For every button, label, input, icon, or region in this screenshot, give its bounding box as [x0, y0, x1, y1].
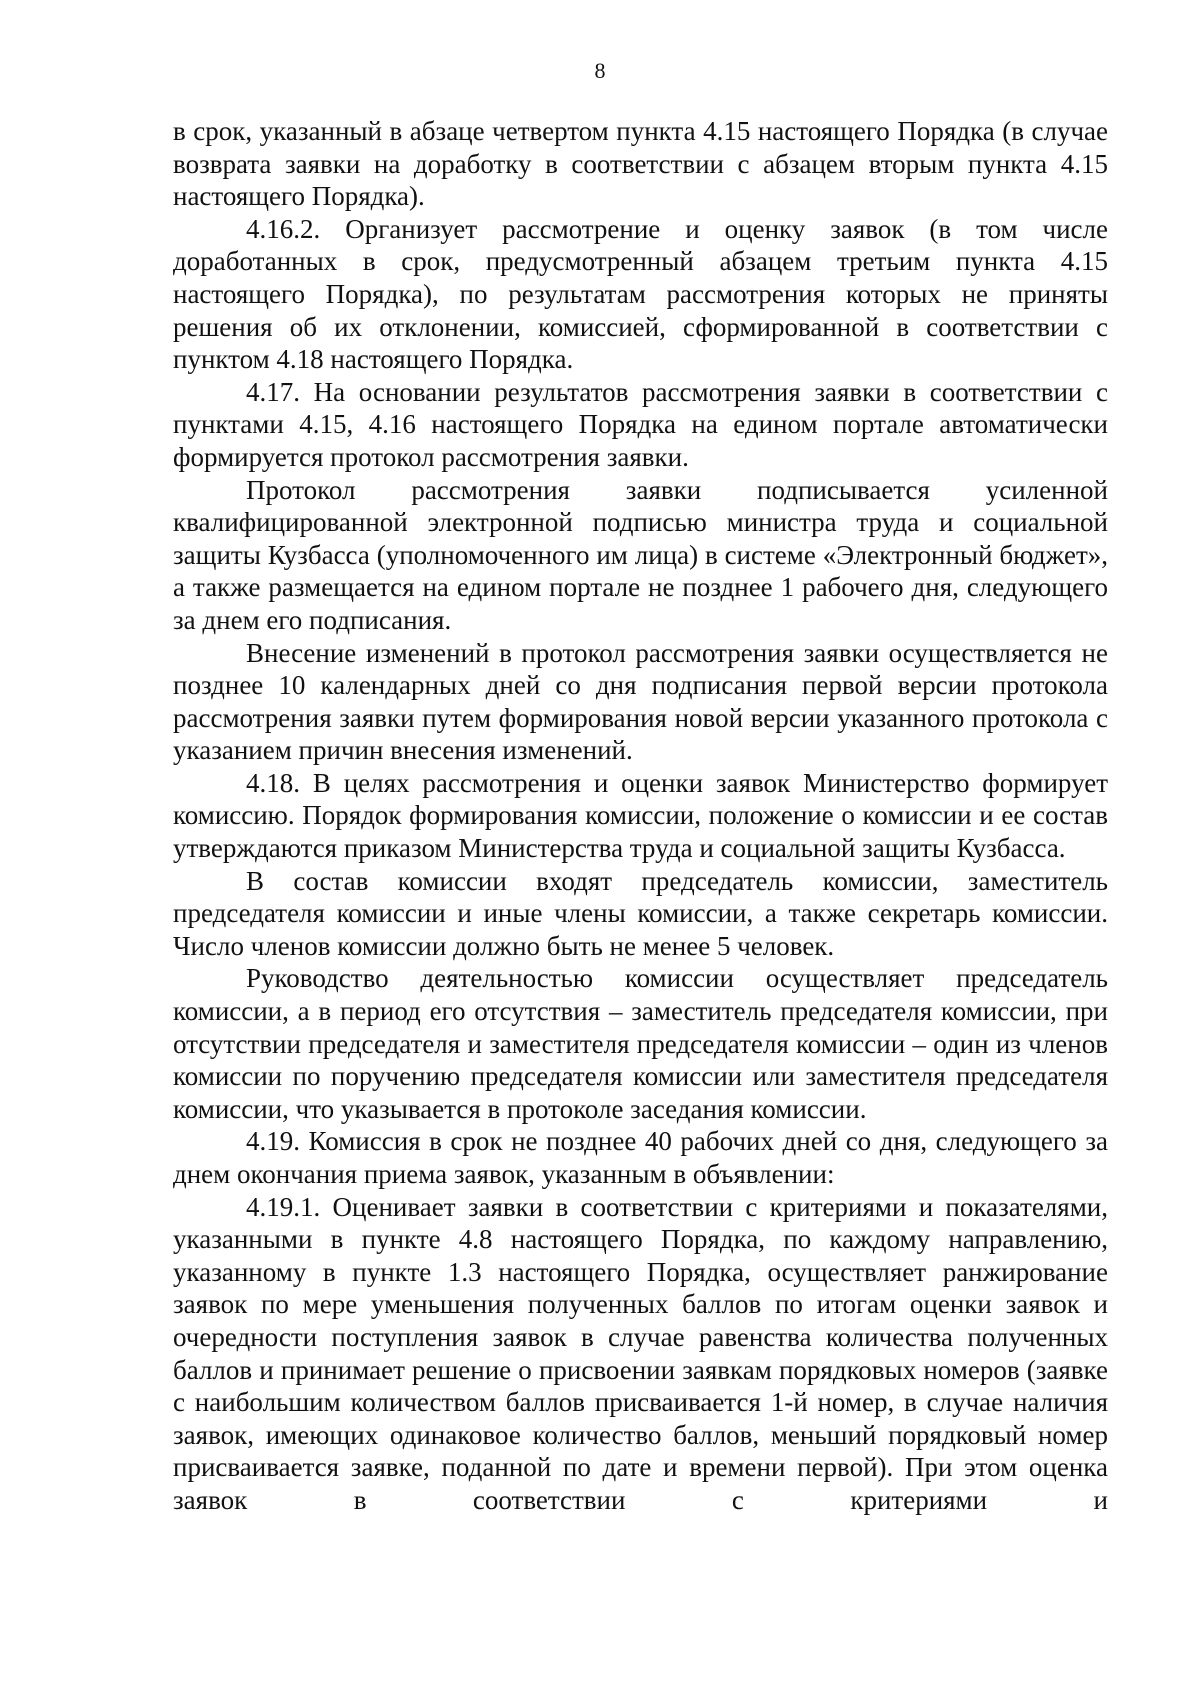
document-body	[173, 115, 1108, 1517]
paragraph-4-17: 4.17. На основании результатов рассмотрения заявки в соответствии с пунктами 4.15, 4.16 настоящего Порядка на едином портале автоматически формируется протокол рассмотрения заявки.	[173, 376, 1108, 472]
paragraph-continuation: в срок, указанный в абзаце четвертом пункта 4.15 настоящего Порядка (в случае возврата заявки на доработку в соответствии с абзацем вторым пункта 4.15 настоящего Порядка).	[173, 116, 1108, 212]
paragraph-4-16-2: 4.16.2. Организует рассмотрение и оценку заявок (в том числе доработанных в срок, предусмотренный абзацем третьим пункта 4.15 настоящего Порядка), по результатам рассмотрения которых не приняты решения об их отклонении, комиссией, сформированной в соответствии с пунктом 4.18 настоящего Порядка.	[173, 213, 1108, 375]
page-number: 8	[594, 58, 606, 83]
paragraph-protocol-changes: Внесение изменений в протокол рассмотрения заявки осуществляется не позднее 10 календарных дней со дня подписания первой версии протокола рассмотрения заявки путем формирования новой версии указанного протокола с указанием причин внесения изменений.	[173, 637, 1108, 766]
paragraph-4-18: 4.18. В целях рассмотрения и оценки заявок Министерство формирует комиссию. Порядок формирования комиссии, положение о комиссии и ее состав утверждаются приказом Министерства труда и социальной защиты Кузбасса.	[173, 767, 1108, 864]
paragraph-protocol-signing: Протокол рассмотрения заявки подписывается усиленной квалифицированной электронной подписью министра труда и социальной защиты Кузбасса (уполномоченного им лица) в системе «Электронный бюджет», а также размещается на едином портале не позднее 1 рабочего дня, следующего за днем его подписания.	[173, 474, 1108, 635]
paragraph-commission-leadership: Руководство деятельностью комиссии осуществляет председатель комиссии, а в период его отсутствия – заместитель председателя комиссии, при отсутствии председателя и заместителя председателя комиссии – один из членов комиссии по поручению председателя комиссии или заместителя председателя комиссии, что указывается в протоколе заседания комиссии.	[173, 963, 1108, 1124]
paragraph-4-19-1: 4.19.1. Оценивает заявки в соответствии с критериями и показателями, указанными в пункте 4.8 настоящего Порядка, по каждому направлению, указанному в пункте 1.3 настоящего Порядка, осуществляет ранжирование заявок по мере уменьшения полученных баллов по итогам оценки заявок и очередности поступления заявок в случае равенства количества полученных баллов и принимает решение о присвоении заявкам порядковых номеров (заявке с наибольшим количеством баллов присваивается 1-й номер, в случае наличия заявок, имеющих одинаковое количество баллов, меньший порядковый номер присваивается заявке, поданной по дате и времени первой). При этом оценка заявок в соответствии с критериями и	[173, 1191, 1108, 1515]
paragraph-commission-composition: В состав комиссии входят председатель комиссии, заместитель председателя комиссии и иные члены комиссии, а также секретарь комиссии. Число членов комиссии должно быть не менее 5 человек.	[173, 865, 1108, 961]
paragraph-4-19: 4.19. Комиссия в срок не позднее 40 рабочих дней со дня, следующего за днем окончания приема заявок, указанным в объявлении:	[173, 1126, 1108, 1189]
